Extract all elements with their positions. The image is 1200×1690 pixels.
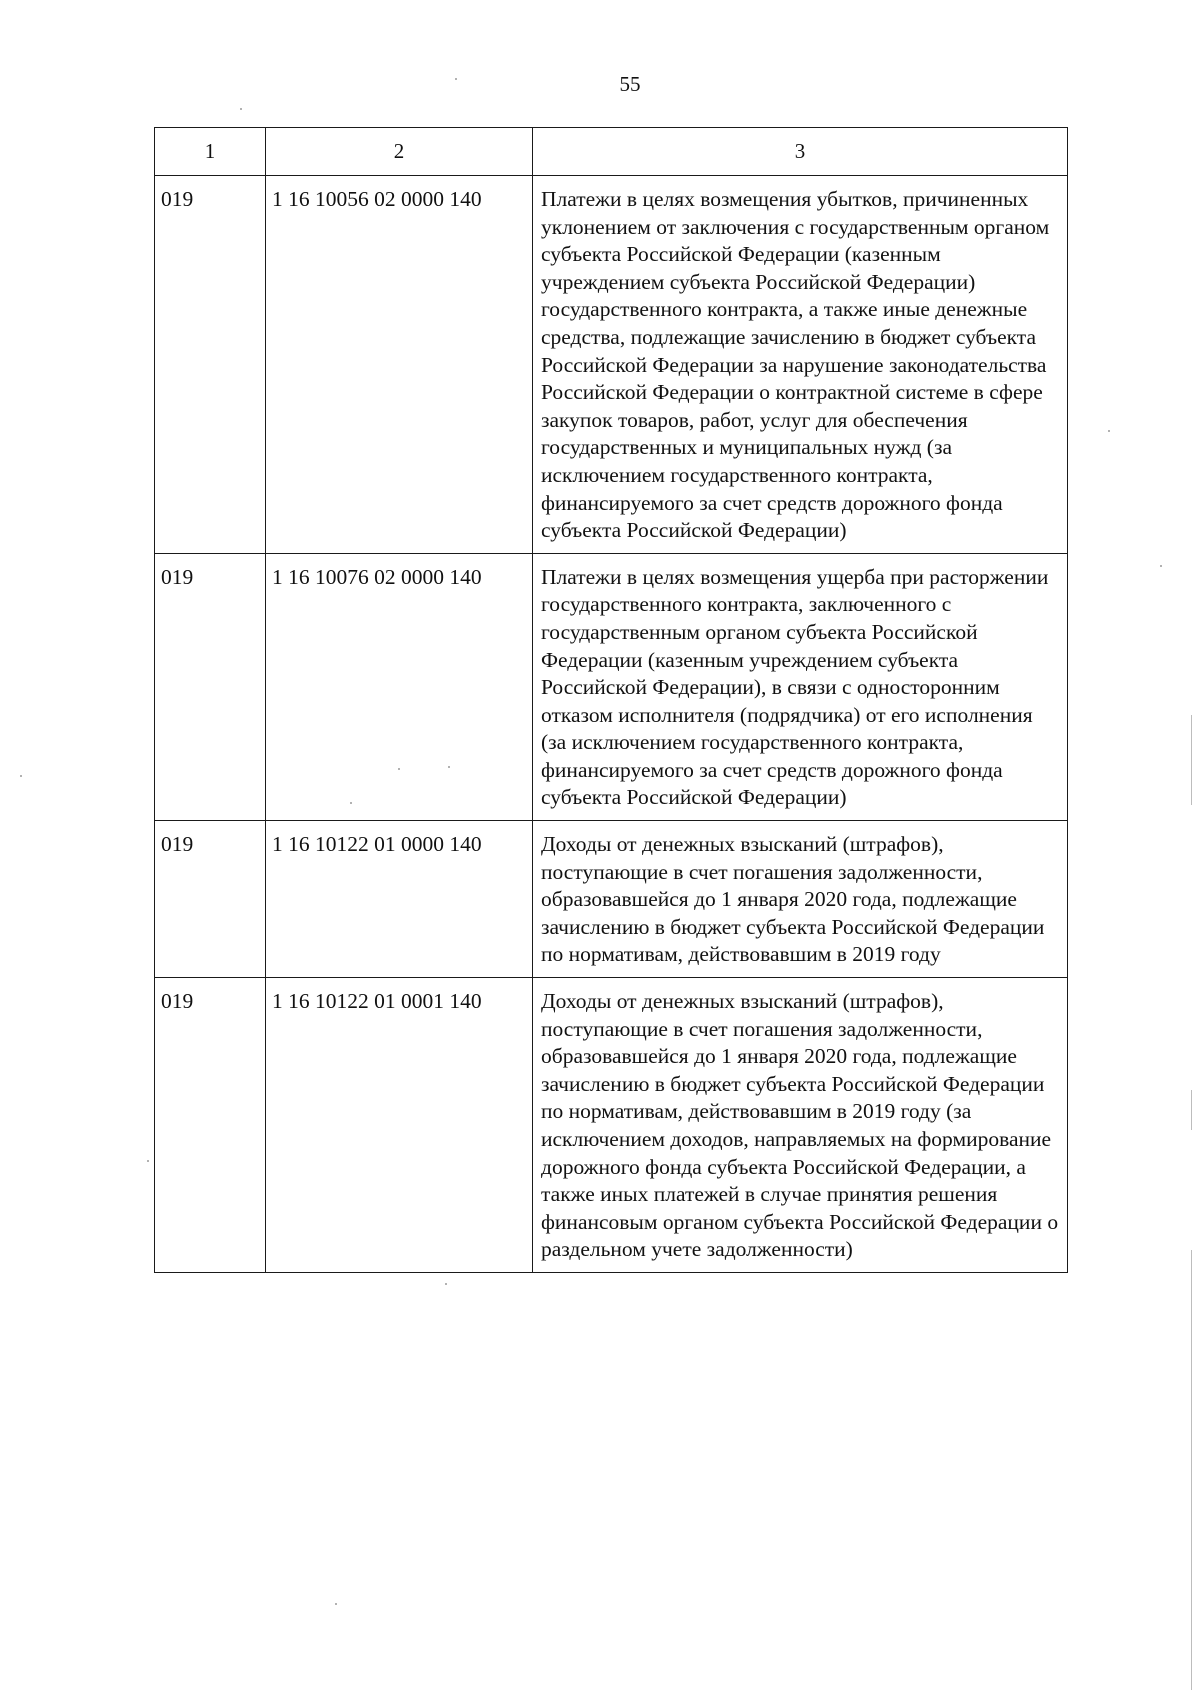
scan-speck <box>240 108 242 110</box>
table-row <box>155 176 1068 554</box>
income-code-cell: 1 16 10076 02 0000 140 <box>266 553 533 820</box>
scan-edge-line <box>1191 715 1192 805</box>
admin-code-cell: 019 <box>155 978 266 1273</box>
scan-speck <box>1160 565 1162 567</box>
table-row <box>155 821 1068 978</box>
page-number: 55 <box>619 72 641 96</box>
admin-code-cell: 019 <box>155 553 266 820</box>
scan-speck <box>1108 430 1110 432</box>
scan-speck <box>20 775 22 777</box>
income-code-cell: 1 16 10056 02 0000 140 <box>266 176 533 554</box>
admin-code-cell: 019 <box>155 176 266 554</box>
table-row <box>155 978 1068 1273</box>
scan-edge-line <box>1191 1090 1192 1130</box>
description-cell: Доходы от денежных взысканий (штрафов), поступающие в счет погашения задолженности, образовавшейся до 1 января 2020 года, подлежащие зачислению в бюджет субъекта Российской Федерации по нормативам, действовавшим в 2019 году (за исключением доходов, направляемых на формирование дорожного фонда субъекта Российской Федерации, а также иных платежей в случае принятия решения финансовым органом субъекта Российской Федерации о раздельном учете задолженности) <box>533 978 1068 1273</box>
column-header-1: 1 <box>155 128 266 176</box>
income-code-cell: 1 16 10122 01 0000 140 <box>266 821 533 978</box>
table-header-row <box>155 128 1068 176</box>
scan-speck <box>445 1283 447 1285</box>
description-cell: Платежи в целях возмещения ущерба при расторжении государственного контракта, заключенного с государственным органом субъекта Российской Федерации (казенным учреждением субъекта Российской Федерации), в связи с односторонним отказом исполнителя (подрядчика) от его исполнения (за исключением государственного контракта, финансируемого за счет средств дорожного фонда субъекта Российской Федерации) <box>533 553 1068 820</box>
scan-speck <box>448 766 450 768</box>
income-codes-table <box>154 127 1068 1273</box>
table-row <box>155 553 1068 820</box>
scan-speck <box>455 78 457 80</box>
scan-edge-line <box>1191 1250 1192 1690</box>
scan-speck <box>398 768 400 770</box>
table-body <box>155 176 1068 1273</box>
scan-speck <box>147 1160 149 1162</box>
income-code-cell: 1 16 10122 01 0001 140 <box>266 978 533 1273</box>
column-header-2: 2 <box>266 128 533 176</box>
admin-code-cell: 019 <box>155 821 266 978</box>
table-header <box>155 128 1068 176</box>
column-header-3: 3 <box>533 128 1068 176</box>
scan-speck <box>350 802 352 804</box>
scan-speck <box>335 1603 337 1605</box>
description-cell: Платежи в целях возмещения убытков, причиненных уклонением от заключения с государственным органом субъекта Российской Федерации (казенным учреждением субъекта Российской Федерации) государственного контракта, а также иные денежные средства, подлежащие зачислению в бюджет субъекта Российской Федерации за нарушение законодательства Российской Федерации о контрактной системе в сфере закупок товаров, работ, услуг для обеспечения государственных и муниципальных нужд (за исключением государственного контракта, финансируемого за счет средств дорожного фонда субъекта Российской Федерации) <box>533 176 1068 554</box>
description-cell: Доходы от денежных взысканий (штрафов), поступающие в счет погашения задолженности, образовавшейся до 1 января 2020 года, подлежащие зачислению в бюджет субъекта Российской Федерации по нормативам, действовавшим в 2019 году <box>533 821 1068 978</box>
